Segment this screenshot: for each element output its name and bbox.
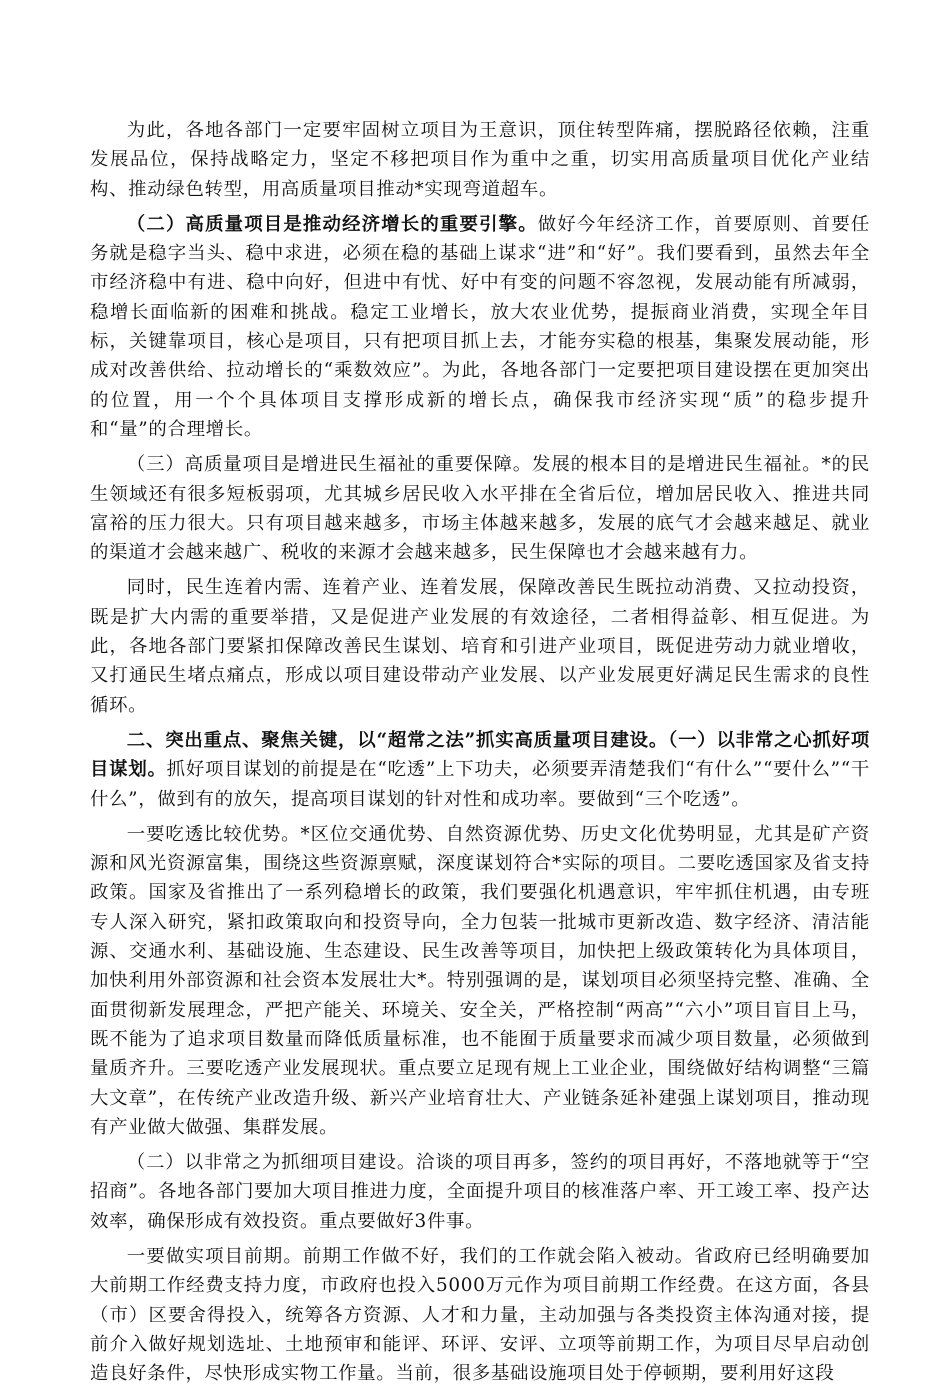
paragraph xyxy=(90,210,870,444)
paragraph-text: 一要吃透比较优势。*区位交通优势、自然资源优势、历史文化优势明显，尤其是矿产资源和风光资源富集，围绕这些资源禀赋，深度谋划符合*实际的项目。二要吃透国家及省支持政策。国家及省推出了一系列稳增长的政策，我们要强化机遇意识，牢牢抓住机遇，由专班专人深入研究，紧扣政策取向和投资导向，全力包装一批城市更新改造、数字经济、清洁能源、交通水利、基础设施、生态建设、民生改善等项目，加快把上级政策转化为具体项目，加快利用外部资源和社会资本发展壮大*。特别强调的是，谋划项目必须坚持完整、准确、全面贯彻新发展理念，严把产能关、环境关、安全关，严格控制“两高”“六小”项目盲目上马，既不能为了追求项目数量而降低质量标准，也不能囿于质量要求而减少项目数量，必须做到量质齐升。三要吃透产业发展现状。重点要立足现有规上工业企业，围绕做好结构调整“三篇大文章”，在传统产业改造升级、新兴产业培育壮大、产业链条延补建强上谋划项目，推动现有产业做大做强、集群发展。 xyxy=(90,823,870,1138)
paragraph xyxy=(90,116,870,204)
paragraph xyxy=(90,1242,870,1388)
paragraph-text: 同时，民生连着内需、连着产业、连着发展，保障改善民生既拉动消费、又拉动投资，既是扩大内需的重要举措，又是促进产业发展的有效途径，二者相得益彰、相互促进。为此，各地各部门要紧扣保障改善民生谋划、培育和引进产业项目，既促进劳动力就业增收，又打通民生堵点痛点，形成以项目建设带动产业发展、以产业发展更好满足民生需求的良性循环。 xyxy=(90,577,870,716)
paragraph-text: 为此，各地各部门一定要牢固树立项目为王意识，顶住转型阵痛，摆脱路径依赖，注重发展品位，保持战略定力，坚定不移把项目作为重中之重，切实用高质量项目优化产业结构、推动绿色转型，用高质量项目推动*实现弯道超车。 xyxy=(90,120,870,200)
section-heading: （二）高质量项目是推动经济增长的重要引擎。 xyxy=(126,213,538,235)
paragraph-text: （二）以非常之为抓细项目建设。洽谈的项目再多，签约的项目再好，不落地就等于“空招商”。各地各部门要加大项目推进力度，全面提升项目的核准落户率、开工竣工率、投产达效率，确保形成有效投资。重点要做好3件事。 xyxy=(90,1152,870,1232)
paragraph xyxy=(90,820,870,1142)
paragraph-text: 一要做实项目前期。前期工作做不好，我们的工作就会陷入被动。省政府已经明确要加大前期工作经费支持力度，市政府也投入5000万元作为项目前期工作经费。在这方面，各县（市）区要舍得投入，统筹各方资源、人才和力量，主动加强与各类投资主体沟通对接，提前介入做好规划选址、土地预审和能评、环评、安评、立项等前期工作，为项目尽早启动创造良好条件，尽快形成实物工作量。当前，很多基础设施项目处于停顿期，要利用好这段 xyxy=(90,1245,870,1385)
paragraph-text: 抓好项目谋划的前提是在“吃透”上下功夫，必须要弄清楚我们“有什么”“要什么”“干什么”，做到有的放矢，提高项目谋划的针对性和成功率。要做到“三个吃透”。 xyxy=(90,759,870,810)
paragraph xyxy=(90,450,870,567)
paragraph xyxy=(90,1148,870,1236)
document-body xyxy=(90,116,870,1394)
paragraph xyxy=(90,573,870,719)
paragraph xyxy=(90,726,870,814)
paragraph-text: 做好今年经济工作，首要原则、首要任务就是稳字当头、稳中求进，必须在稳的基础上谋求“进”和“好”。我们要看到，虽然去年全市经济稳中有进、稳中向好，但进中有忧、好中有变的问题不容忽视，发展动能有所减弱，稳增长面临新的困难和挑战。稳定工业增长，放大农业优势，提振商业消费，实现全年目标，关键靠项目，核心是项目，只有把项目抓上去，才能夯实稳的根基，集聚发展动能，形成对改善供给、拉动增长的“乘数效应”。为此，各地各部门一定要把项目建设摆在更加突出的位置，用一个个具体项目支撑形成新的增长点，确保我市经济实现“质”的稳步提升和“量”的合理增长。 xyxy=(90,213,870,440)
paragraph-text: （三）高质量项目是增进民生福祉的重要保障。发展的根本目的是增进民生福祉。*的民生领域还有很多短板弱项，尤其城乡居民收入水平排在全省后位，增加居民收入、推进共同富裕的压力很大。只有项目越来越多，市场主体越来越多，发展的底气才会越来越足、就业的渠道才会越来越广、税收的来源才会越来越多，民生保障也才会越来越有力。 xyxy=(90,454,870,564)
section-heading: 二、突出重点、聚焦关键，以“超常之法”抓实高质量项目建设。（一）以非常之心抓好项目谋划。 xyxy=(90,729,870,781)
